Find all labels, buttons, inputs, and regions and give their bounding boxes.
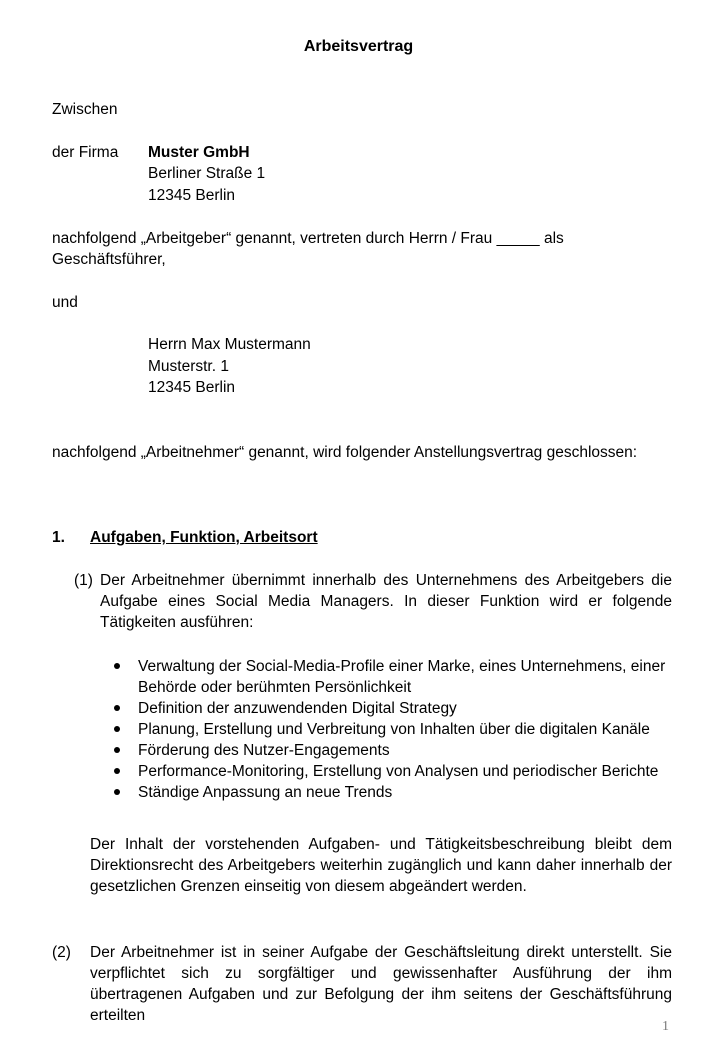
task-list bbox=[112, 656, 674, 803]
and-text: und bbox=[52, 294, 78, 311]
employer-designation-line2: Geschäftsführer, bbox=[52, 251, 166, 268]
page-number: 1 bbox=[662, 1019, 669, 1034]
employee-designation: nachfolgend „Arbeitnehmer“ genannt, wird folgender Anstellungsvertrag geschlossen: bbox=[52, 444, 638, 461]
paragraph-2-number: (2) bbox=[52, 944, 71, 961]
employer-name: Muster GmbH bbox=[148, 144, 250, 161]
paragraph-1-text: Der Arbeitnehmer übernimmt innerhalb des Unternehmens des Arbeitgebers die Aufgabe eines Social Media Managers. In dieser Funktion wird er folgende Tätigkeiten ausführen: bbox=[100, 572, 672, 631]
section-heading bbox=[90, 527, 318, 548]
paragraph-1-number: (1) bbox=[74, 572, 93, 589]
employer-city: 12345 Berlin bbox=[148, 187, 236, 204]
employee-street: Musterstr. 1 bbox=[148, 358, 229, 375]
employer-street: Berliner Straße 1 bbox=[148, 165, 266, 182]
employer-designation-line1: nachfolgend „Arbeitgeber“ genannt, vertreten durch Herrn / Frau _____ als bbox=[52, 230, 564, 247]
intro-text: Zwischen bbox=[52, 101, 118, 118]
paragraph-1-closing: Der Inhalt der vorstehenden Aufgaben- und Tätigkeitsbeschreibung bleibt dem Direktionsrecht des Arbeitgebers weiterhin zugänglich und kann daher innerhalb der gesetzlichen Grenzen einseitig von diesem abgeändert werden. bbox=[90, 836, 672, 895]
employee-city: 12345 Berlin bbox=[148, 379, 236, 396]
list-item: Verwaltung der Social-Media-Profile einer Marke, eines Unternehmens, einer Behörde oder berühmten Persönlichkeit bbox=[112, 656, 674, 698]
employer-label: der Firma bbox=[52, 144, 119, 161]
document-title: Arbeitsvertrag bbox=[303, 38, 414, 55]
list-item: Performance-Monitoring, Erstellung von Analysen und periodischer Berichte bbox=[112, 761, 674, 782]
list-item: Ständige Anpassung an neue Trends bbox=[112, 782, 674, 803]
list-item: Förderung des Nutzer-Engagements bbox=[112, 740, 674, 761]
paragraph-2-text: Der Arbeitnehmer ist in seiner Aufgabe der Geschäftsleitung direkt unterstellt. Sie verpflichtet sich zu sorgfältiger und gewissenhafter Ausführung der ihm übertragenen Aufgaben und zur Befolgung der ihm seitens der Geschäftsführung erteilten bbox=[90, 944, 672, 1024]
section-heading-text: Aufgaben, Funktion, Arbeitsort bbox=[90, 529, 318, 546]
list-item: Definition der anzuwendenden Digital Strategy bbox=[112, 698, 674, 719]
section-number: 1. bbox=[52, 529, 65, 546]
list-item: Planung, Erstellung und Verbreitung von Inhalten über die digitalen Kanäle bbox=[112, 719, 674, 740]
employee-name: Herrn Max Mustermann bbox=[148, 336, 311, 353]
